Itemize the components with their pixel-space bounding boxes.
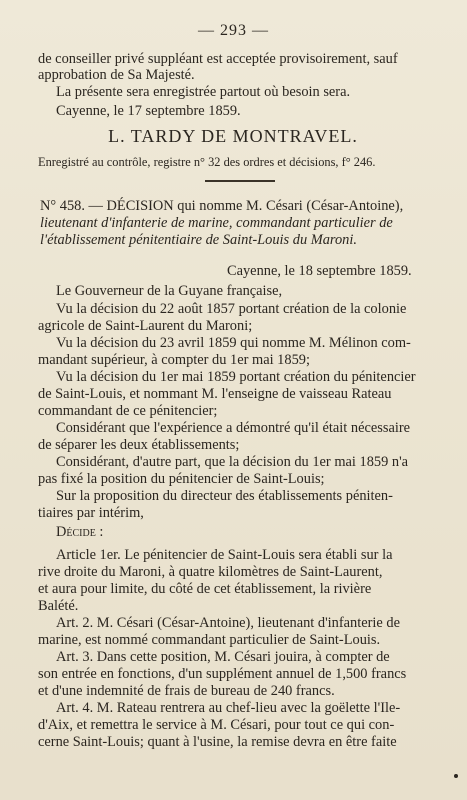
text-line: de séparer les deux établissements; bbox=[38, 437, 240, 453]
text-line: mandant supérieur, à compter du 1er mai 1859; bbox=[38, 352, 310, 368]
text-line: Article 1er. Le pénitencier de Saint-Louis sera établi sur la bbox=[56, 547, 393, 563]
text-line: marine, est nommé commandant particulier de Saint-Louis. bbox=[38, 632, 381, 648]
text-line: La présente sera enregistrée partout où besoin sera. bbox=[56, 84, 351, 100]
text-line: commandant de ce pénitencier; bbox=[38, 403, 218, 419]
text-line: cerne Saint-Louis; quant à l'usine, la remise devra en être faite bbox=[38, 734, 397, 750]
decision-heading: N° 458. — DÉCISION qui nomme M. Césari (César-Antoine), bbox=[40, 198, 404, 214]
text-line: agricole de Saint-Laurent du Maroni; bbox=[38, 318, 253, 334]
text-line: Vu la décision du 22 août 1857 portant création de la colonie bbox=[56, 301, 407, 317]
text-line: Vu la décision du 1er mai 1859 portant création du pénitencier bbox=[56, 369, 416, 385]
text-line: Cayenne, le 17 septembre 1859. bbox=[56, 103, 241, 119]
text-line: Vu la décision du 23 avril 1859 qui nomme M. Mélinon com- bbox=[56, 335, 411, 351]
text-line: Art. 4. M. Rateau rentrera au chef-lieu avec la goëlette l'Ile- bbox=[56, 700, 401, 716]
decide-heading: Décide : bbox=[56, 524, 104, 540]
text-line: son entrée en fonctions, d'un supplément annuel de 1,500 francs bbox=[38, 666, 407, 682]
text-line: de Saint-Louis, et nommant M. l'enseigne de vaisseau Rateau bbox=[38, 386, 392, 402]
text-line: de conseiller privé suppléant est acceptée provisoirement, sauf bbox=[38, 51, 398, 67]
text-line: approbation de Sa Majesté. bbox=[38, 67, 195, 83]
section-divider bbox=[205, 180, 275, 182]
dateline: Cayenne, le 18 septembre 1859. bbox=[227, 263, 412, 279]
text-line: Art. 3. Dans cette position, M. Césari jouira, à compter de bbox=[56, 649, 390, 665]
registration-note: Enregistré au contrôle, registre n° 32 des ordres et décisions, f° 246. bbox=[38, 155, 376, 169]
text-line: rive droite du Maroni, à quatre kilomètres de Saint-Laurent, bbox=[38, 564, 383, 580]
text-line: Balété. bbox=[38, 598, 79, 614]
decision-heading-line: lieutenant d'infanterie de marine, commandant particulier de bbox=[40, 215, 393, 231]
signature: L. TARDY DE MONTRAVEL. bbox=[108, 127, 358, 145]
decision-heading-line: l'établissement pénitentiaire de Saint-Louis du Maroni. bbox=[40, 232, 357, 248]
page-number: — 293 — bbox=[198, 22, 269, 39]
text-line: et d'une indemnité de frais de bureau de 240 francs. bbox=[38, 683, 335, 699]
text-line: Le Gouverneur de la Guyane française, bbox=[56, 283, 283, 299]
text-line: pas fixé la position du pénitencier de Saint-Louis; bbox=[38, 471, 325, 487]
text-line: Art. 2. M. Césari (César-Antoine), lieutenant d'infanterie de bbox=[56, 615, 400, 631]
text-line: Considérant que l'expérience a démontré qu'il était nécessaire bbox=[56, 420, 411, 436]
text-line: et aura pour limite, du côté de cet établissement, la rivière bbox=[38, 581, 372, 597]
text-line: d'Aix, et remettra le service à M. Césari, pour tout ce qui con- bbox=[38, 717, 395, 733]
text-line: tiaires par intérim, bbox=[38, 505, 144, 521]
text-line: Considérant, d'autre part, que la décision du 1er mai 1859 n'a bbox=[56, 454, 409, 470]
ink-spot bbox=[454, 774, 458, 778]
text-line: Sur la proposition du directeur des établissements péniten- bbox=[56, 488, 393, 504]
